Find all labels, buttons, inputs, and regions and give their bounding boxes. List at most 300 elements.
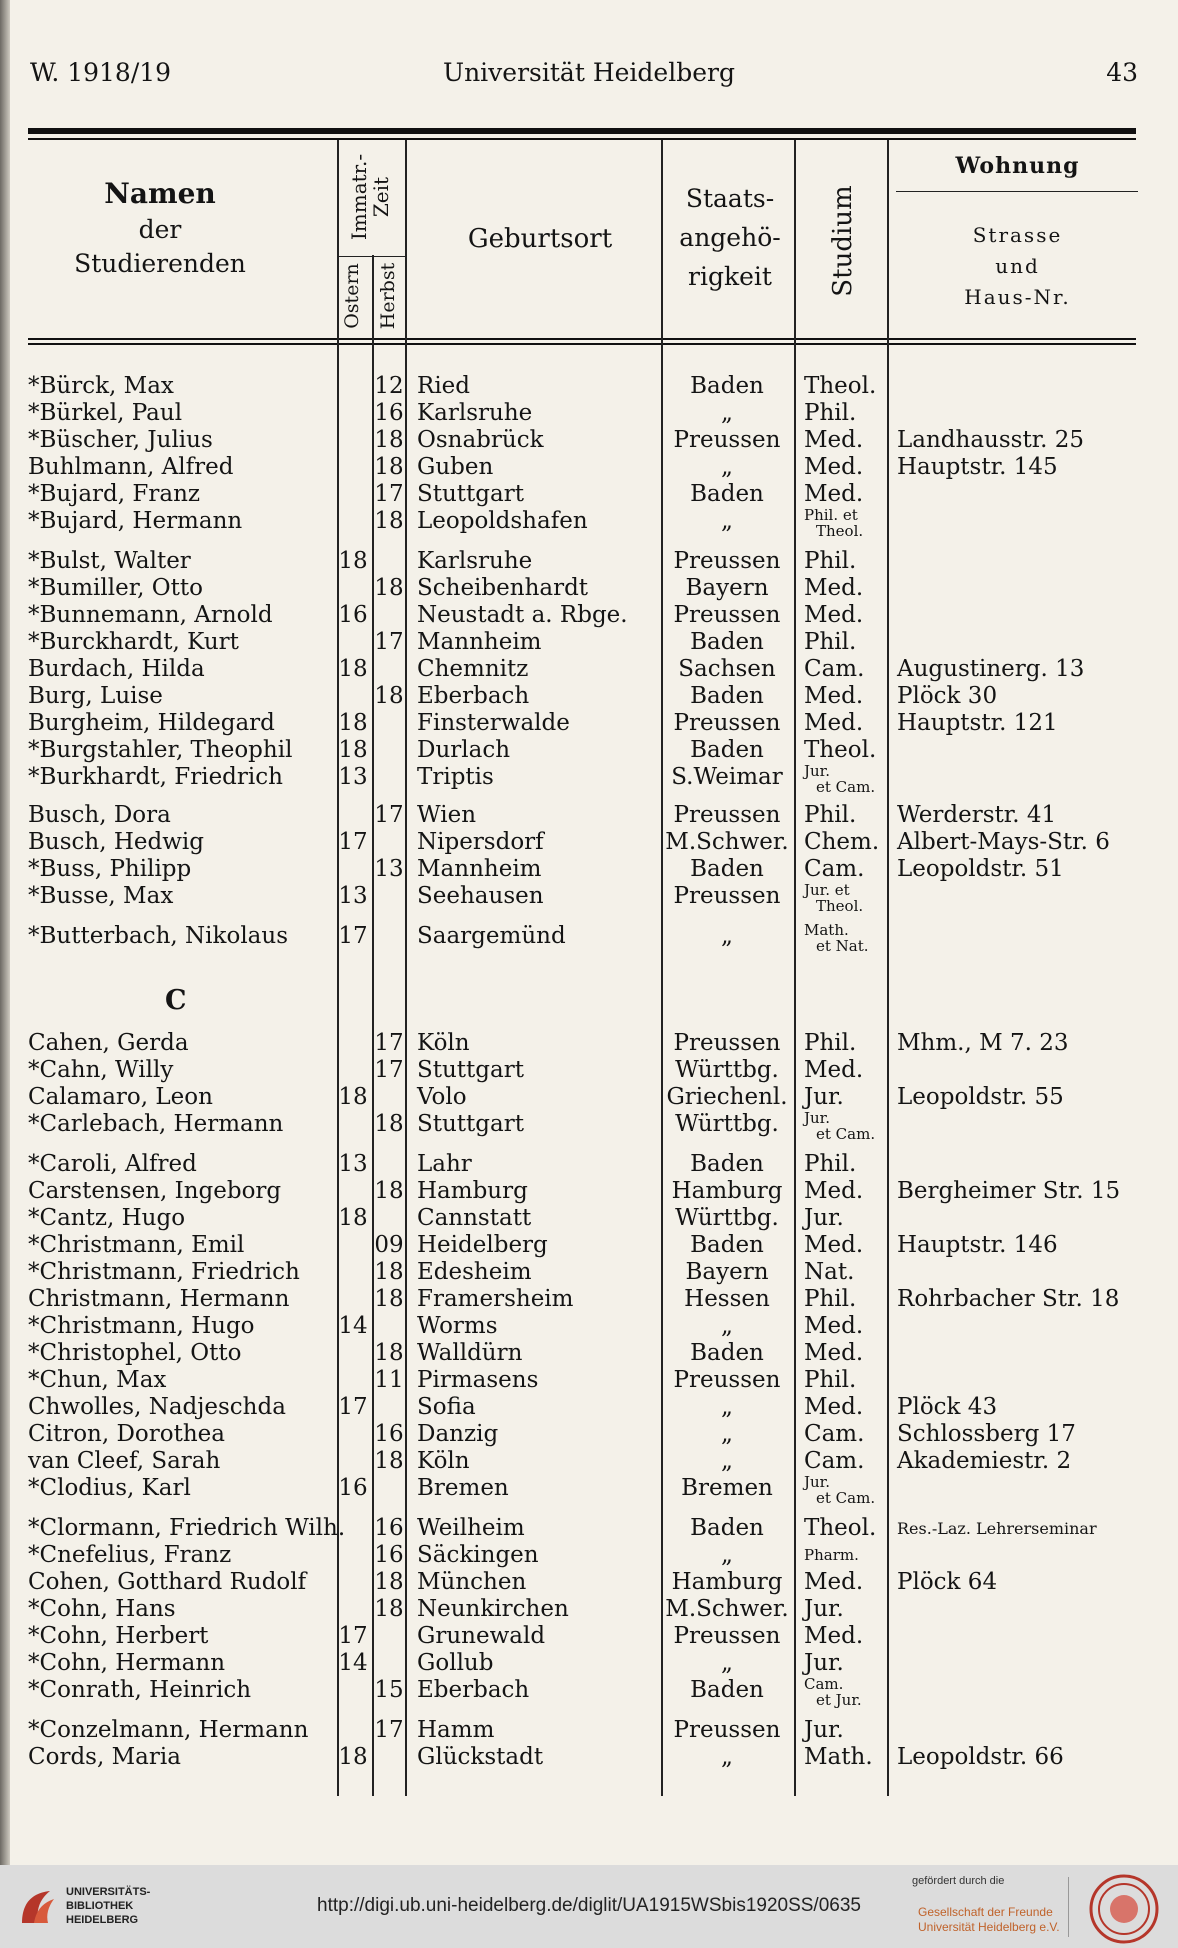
citizenship-line1: Staats- — [685, 184, 775, 213]
street-address: Albert-Mays-Str. 6 — [897, 829, 1110, 855]
student-name: Christmann, Hermann — [28, 1286, 290, 1312]
birthplace: Sofia — [417, 1394, 476, 1420]
birthplace: Walldürn — [417, 1340, 523, 1366]
student-name: *Bulst, Walter — [28, 548, 191, 574]
citizenship: „ — [721, 1421, 733, 1447]
citizenship: „ — [721, 1542, 733, 1568]
birthplace: Saargemünd — [417, 923, 566, 949]
register-row — [0, 683, 1178, 710]
birthplace: Worms — [417, 1313, 498, 1339]
street-address: Hauptstr. 146 — [897, 1232, 1058, 1258]
citizenship: Baden — [690, 1232, 764, 1258]
birthplace: Durlach — [417, 737, 511, 763]
immatr-ostern: 13 — [338, 883, 368, 909]
birthplace: Mannheim — [417, 856, 542, 882]
citizenship: Preussen — [673, 1623, 781, 1649]
top-thin-rule — [28, 138, 1136, 140]
immatr-herbst: 18 — [374, 427, 404, 453]
study-subject-continued: Theol. — [816, 897, 864, 915]
register-row — [0, 1421, 1178, 1448]
citizenship: Baden — [690, 1151, 764, 1177]
citizenship: Bayern — [685, 575, 769, 601]
birthplace: Guben — [417, 454, 494, 480]
citizenship: Preussen — [673, 802, 781, 828]
citizenship: S.Weimar — [671, 764, 783, 790]
student-name: *Butterbach, Nikolaus — [28, 923, 289, 949]
birthplace: Finsterwalde — [417, 710, 570, 736]
sponsor-label: gefördert durch die — [912, 1875, 1005, 1887]
register-row — [0, 856, 1178, 883]
student-name: *Buss, Philipp — [28, 856, 192, 882]
student-name: Burdach, Hilda — [28, 656, 205, 682]
page-number: 43 — [1106, 58, 1138, 87]
birthplace: Danzig — [417, 1421, 499, 1447]
register-row — [0, 1448, 1178, 1475]
citizenship: „ — [721, 1394, 733, 1420]
study-subject: Med. — [804, 1313, 864, 1339]
student-name: Cahen, Gerda — [28, 1030, 189, 1056]
immatr-herbst: 16 — [374, 1515, 404, 1541]
study-subject: Med. — [804, 427, 864, 453]
citizenship: „ — [721, 454, 733, 480]
library-name-line2: BIBLIOTHEK — [66, 1900, 134, 1912]
names-header-der: der — [138, 214, 182, 244]
section-letter-c: C — [165, 985, 187, 1016]
immatr-header — [348, 147, 392, 247]
student-name: *Christmann, Hugo — [28, 1313, 255, 1339]
immatr-herbst: 12 — [374, 373, 404, 399]
university-seal-icon — [1088, 1873, 1160, 1945]
study-subject: Pharm. — [804, 1546, 859, 1564]
birthplace: Hamm — [417, 1717, 495, 1743]
citizenship: Preussen — [673, 710, 781, 736]
citizenship: Hamburg — [671, 1569, 783, 1595]
study-subject: Jur. — [804, 1473, 830, 1491]
register-row — [0, 1057, 1178, 1084]
study-subject: Med. — [804, 683, 864, 709]
digitization-url-link[interactable]: http://digi.ub.uni-heidelberg.de/diglit/UA1915WSbis1920SS/0635 — [317, 1895, 861, 1916]
birthplace: München — [417, 1569, 527, 1595]
citizenship: Bremen — [681, 1475, 773, 1501]
study-subject: Jur. — [804, 1084, 844, 1110]
register-row — [0, 1473, 1178, 1507]
register-row — [0, 1259, 1178, 1286]
student-name: *Busse, Max — [28, 883, 174, 909]
birthplace: Neustadt a. Rbge. — [417, 602, 628, 628]
citizenship: „ — [721, 923, 733, 949]
citizenship: Preussen — [673, 548, 781, 574]
study-subject: Phil. — [804, 400, 857, 426]
student-name: Citron, Dorothea — [28, 1421, 225, 1447]
student-name: *Burckhardt, Kurt — [28, 629, 239, 655]
register-row — [0, 1178, 1178, 1205]
immatr-header-line2: Zeit — [369, 176, 393, 218]
study-header: Studium — [828, 185, 858, 297]
immatr-ostern: 18 — [338, 1205, 368, 1231]
street-header-line1: Strasse — [972, 223, 1063, 247]
immatr-ostern: 18 — [338, 548, 368, 574]
student-name: *Cohn, Hermann — [28, 1650, 226, 1676]
student-name: *Bujard, Hermann — [28, 508, 243, 534]
citizenship: Preussen — [673, 1367, 781, 1393]
citizenship: Baden — [690, 1340, 764, 1366]
student-name: *Christmann, Friedrich — [28, 1259, 300, 1285]
citizenship: „ — [721, 1313, 733, 1339]
student-name: *Clormann, Friedrich Wilh. — [28, 1515, 346, 1541]
immatr-header-line1: Immatr.- — [347, 153, 371, 241]
study-subject: Cam. — [804, 1448, 865, 1474]
citizenship: Württbg. — [675, 1205, 779, 1231]
sponsor-divider — [1068, 1877, 1069, 1937]
student-name: Chwolles, Nadjeschda — [28, 1394, 286, 1420]
birthplace: Volo — [417, 1084, 467, 1110]
register-row — [0, 1515, 1178, 1542]
immatr-herbst: 18 — [374, 1340, 404, 1366]
street-header-line3: Haus-Nr. — [964, 285, 1071, 309]
immatr-herbst: 18 — [374, 1286, 404, 1312]
study-subject: Med. — [804, 1623, 864, 1649]
citizenship-line2: angehö- — [679, 222, 781, 252]
student-name: Carstensen, Ingeborg — [28, 1178, 282, 1204]
study-subject: Med. — [804, 1232, 864, 1258]
birthplace: Scheibenhardt — [417, 575, 589, 601]
student-name: Buhlmann, Alfred — [28, 454, 234, 480]
street-address: Res.-Laz. Lehrerseminar — [897, 1519, 1097, 1538]
student-name: Cords, Maria — [28, 1744, 181, 1770]
birthplace: Stuttgart — [417, 1057, 524, 1083]
birthplace-header: Geburtsort — [467, 224, 613, 254]
immatr-herbst: 18 — [374, 508, 404, 534]
immatr-ostern: 18 — [338, 1084, 368, 1110]
register-row — [0, 1340, 1178, 1367]
birthplace: Bremen — [417, 1475, 509, 1501]
street-address: Bergheimer Str. 15 — [897, 1178, 1121, 1204]
birthplace: Chemnitz — [417, 656, 529, 682]
immatr-ostern: 18 — [338, 710, 368, 736]
immatr-ostern: 18 — [338, 656, 368, 682]
register-row — [0, 1151, 1178, 1178]
student-name: *Cantz, Hugo — [28, 1205, 186, 1231]
register-row — [0, 629, 1178, 656]
study-subject: Phil. — [804, 629, 857, 655]
study-subject: Jur. et — [804, 881, 850, 899]
register-row — [0, 1650, 1178, 1677]
student-name: Cohen, Gotthard Rudolf — [28, 1569, 307, 1595]
birthplace: Hamburg — [417, 1178, 528, 1204]
study-subject-continued: et Cam. — [816, 1489, 876, 1507]
citizenship: „ — [721, 1650, 733, 1676]
study-subject: Phil. — [804, 802, 857, 828]
library-name-line3: HEIDELBERG — [66, 1914, 139, 1926]
study-subject: Theol. — [804, 737, 877, 763]
study-subject: Jur. — [804, 1596, 844, 1622]
street-address: Leopoldstr. 55 — [897, 1084, 1064, 1110]
study-subject: Cam. — [804, 856, 865, 882]
student-name: *Cohn, Herbert — [28, 1623, 209, 1649]
birthplace: Triptis — [417, 764, 494, 790]
student-name: *Chun, Max — [28, 1367, 167, 1393]
study-subject: Med. — [804, 710, 864, 736]
student-name: Busch, Dora — [28, 802, 171, 828]
study-subject: Med. — [804, 575, 864, 601]
register-row — [0, 1542, 1178, 1569]
register-row — [0, 921, 1178, 955]
citizenship: Sachsen — [678, 656, 776, 682]
study-subject: Med. — [804, 481, 864, 507]
study-subject: Phil. — [804, 1367, 857, 1393]
citizenship: Baden — [690, 1515, 764, 1541]
citizenship: Hessen — [684, 1286, 770, 1312]
birthplace: Säckingen — [417, 1542, 539, 1568]
register-row — [0, 427, 1178, 454]
citizenship: Baden — [690, 683, 764, 709]
citizenship: Baden — [690, 373, 764, 399]
register-row — [0, 1030, 1178, 1057]
register-row — [0, 1569, 1178, 1596]
immatr-herbst: 18 — [374, 1569, 404, 1595]
register-row — [0, 506, 1178, 540]
study-subject-continued: et Cam. — [816, 1125, 876, 1143]
student-name: *Bunnemann, Arnold — [28, 602, 273, 628]
immatr-herbst: 17 — [374, 802, 404, 828]
street-address: Leopoldstr. 51 — [897, 856, 1064, 882]
birthplace: Stuttgart — [417, 481, 524, 507]
immatr-ostern: 14 — [338, 1650, 368, 1676]
register-row — [0, 1675, 1178, 1709]
immatr-herbst: 15 — [374, 1677, 404, 1703]
street-address: Leopoldstr. 66 — [897, 1744, 1064, 1770]
immatr-ostern: 17 — [338, 923, 368, 949]
residence-divider — [896, 191, 1138, 192]
birthplace: Glückstadt — [417, 1744, 544, 1770]
immatr-herbst: 18 — [374, 575, 404, 601]
citizenship: Württbg. — [675, 1057, 779, 1083]
street-address: Plöck 64 — [897, 1569, 998, 1595]
register-row — [0, 1717, 1178, 1744]
citizenship: Bayern — [685, 1259, 769, 1285]
citizenship-header — [665, 180, 795, 296]
immatr-herbst: 18 — [374, 1178, 404, 1204]
birthplace: Weilheim — [417, 1515, 525, 1541]
citizenship: Baden — [690, 481, 764, 507]
citizenship: Preussen — [673, 1030, 781, 1056]
study-subject: Med. — [804, 1394, 864, 1420]
immatr-ostern: 13 — [338, 1151, 368, 1177]
citizenship: Griechenl. — [666, 1084, 788, 1110]
student-name: *Burgstahler, Theophil — [28, 737, 293, 763]
study-subject: Phil. — [804, 1286, 857, 1312]
student-name: *Cahn, Willy — [28, 1057, 174, 1083]
register-row — [0, 1744, 1178, 1771]
birthplace: Neunkirchen — [417, 1596, 569, 1622]
student-name: *Bürkel, Paul — [28, 400, 183, 426]
citizenship: M.Schwer. — [665, 829, 789, 855]
student-name: van Cleef, Sarah — [28, 1448, 221, 1474]
citizenship: Hamburg — [671, 1178, 783, 1204]
study-subject: Jur. — [804, 1109, 830, 1127]
student-name: Burg, Luise — [28, 683, 163, 709]
immatr-ostern: 16 — [338, 602, 368, 628]
immatr-ostern: 16 — [338, 1475, 368, 1501]
register-row — [0, 1286, 1178, 1313]
immatr-herbst: 18 — [374, 1448, 404, 1474]
register-row — [0, 1367, 1178, 1394]
citizenship: Preussen — [673, 602, 781, 628]
register-row — [0, 881, 1178, 915]
student-name: *Clodius, Karl — [28, 1475, 191, 1501]
citizenship: „ — [721, 400, 733, 426]
register-row — [0, 802, 1178, 829]
immatr-herbst: 16 — [374, 400, 404, 426]
birthplace: Edesheim — [417, 1259, 532, 1285]
student-name: *Cnefelius, Franz — [28, 1542, 232, 1568]
study-subject-continued: Theol. — [816, 522, 864, 540]
register-row — [0, 762, 1178, 796]
student-name: Busch, Hedwig — [28, 829, 204, 855]
immatr-divider — [337, 256, 407, 257]
immatr-ostern: 17 — [338, 1623, 368, 1649]
top-thick-rule — [28, 128, 1136, 134]
register-row — [0, 1084, 1178, 1111]
birthplace: Osnabrück — [417, 427, 544, 453]
immatr-herbst: 18 — [374, 1259, 404, 1285]
birthplace: Ried — [417, 373, 471, 399]
student-name: *Burkhardt, Friedrich — [28, 764, 283, 790]
study-subject: Jur. — [804, 1650, 844, 1676]
register-row — [0, 602, 1178, 629]
study-subject: Cam. — [804, 1421, 865, 1447]
birthplace: Stuttgart — [417, 1111, 524, 1137]
digitization-footer — [0, 1865, 1178, 1948]
birthplace: Nipersdorf — [417, 829, 544, 855]
birthplace: Köln — [417, 1448, 470, 1474]
student-name: Calamaro, Leon — [28, 1084, 213, 1110]
study-subject: Phil. — [804, 1030, 857, 1056]
street-header — [900, 220, 1135, 313]
birthplace: Lahr — [417, 1151, 472, 1177]
student-name: *Bürck, Max — [28, 373, 174, 399]
birthplace: Heidelberg — [417, 1232, 548, 1258]
immatr-herbst: 17 — [374, 1030, 404, 1056]
student-name: *Christophel, Otto — [28, 1340, 242, 1366]
birthplace: Framersheim — [417, 1286, 574, 1312]
immatr-herbst: 17 — [374, 481, 404, 507]
student-name: *Caroli, Alfred — [28, 1151, 197, 1177]
immatr-ostern: 18 — [338, 737, 368, 763]
street-address: Landhausstr. 25 — [897, 427, 1085, 453]
student-name: *Conrath, Heinrich — [28, 1677, 252, 1703]
citizenship: „ — [721, 508, 733, 534]
birthplace: Cannstatt — [417, 1205, 532, 1231]
register-row — [0, 1394, 1178, 1421]
header-bottom-rule — [28, 338, 1136, 340]
immatr-ostern: 14 — [338, 1313, 368, 1339]
immatr-ostern: 17 — [338, 1394, 368, 1420]
street-address: Schlossberg 17 — [897, 1421, 1076, 1447]
university-title: Universität Heidelberg — [443, 58, 735, 87]
library-name-line1: UNIVERSITÄTS- — [66, 1886, 151, 1898]
student-name: *Bujard, Franz — [28, 481, 200, 507]
citizenship: „ — [721, 1744, 733, 1770]
study-subject: Cam. — [804, 1675, 844, 1693]
birthplace: Köln — [417, 1030, 470, 1056]
citizenship: Baden — [690, 737, 764, 763]
immatr-herbst: 17 — [374, 629, 404, 655]
citizenship-line3: rigkeit — [688, 261, 772, 291]
study-subject: Phil. et — [804, 506, 858, 524]
immatr-ostern: 17 — [338, 829, 368, 855]
ostern-header: Ostern — [341, 263, 363, 329]
citizenship: Württbg. — [675, 1111, 779, 1137]
sponsor-name-line1: Gesellschaft der Freunde — [918, 1905, 1053, 1919]
semester-label: W. 1918/19 — [30, 58, 172, 87]
study-subject: Phil. — [804, 548, 857, 574]
citizenship: Preussen — [673, 883, 781, 909]
study-subject: Jur. — [804, 1205, 844, 1231]
study-subject: Med. — [804, 602, 864, 628]
street-header-line2: und — [995, 254, 1040, 278]
street-address: Rohrbacher Str. 18 — [897, 1286, 1120, 1312]
student-name: *Büscher, Julius — [28, 427, 213, 453]
birthplace: Grunewald — [417, 1623, 546, 1649]
student-name: *Bumiller, Otto — [28, 575, 203, 601]
birthplace: Eberbach — [417, 1677, 530, 1703]
study-subject-continued: et Jur. — [816, 1691, 862, 1709]
student-name: *Cohn, Hans — [28, 1596, 176, 1622]
study-subject: Nat. — [804, 1259, 855, 1285]
register-row — [0, 1205, 1178, 1232]
birthplace: Wien — [417, 802, 477, 828]
sponsor-name — [918, 1905, 1060, 1935]
immatr-ostern: 18 — [338, 1744, 368, 1770]
study-subject: Med. — [804, 1569, 864, 1595]
register-row — [0, 1623, 1178, 1650]
birthplace: Karlsruhe — [417, 548, 533, 574]
register-row — [0, 656, 1178, 683]
immatr-herbst: 13 — [374, 856, 404, 882]
study-subject-continued: et Cam. — [816, 778, 876, 796]
study-subject-continued: et Nat. — [816, 937, 869, 955]
street-address: Plöck 43 — [897, 1394, 998, 1420]
register-row — [0, 829, 1178, 856]
study-subject: Math. — [804, 921, 849, 939]
study-subject: Med. — [804, 454, 864, 480]
birthplace: Eberbach — [417, 683, 530, 709]
names-header — [60, 175, 260, 280]
immatr-herbst: 09 — [374, 1232, 404, 1258]
study-subject: Theol. — [804, 373, 877, 399]
register-row — [0, 1313, 1178, 1340]
citizenship: M.Schwer. — [665, 1596, 789, 1622]
immatr-herbst: 18 — [374, 683, 404, 709]
immatr-herbst: 16 — [374, 1542, 404, 1568]
birthplace: Mannheim — [417, 629, 542, 655]
street-address: Werderstr. 41 — [897, 802, 1057, 828]
register-row — [0, 481, 1178, 508]
study-subject: Med. — [804, 1057, 864, 1083]
immatr-herbst: 11 — [374, 1367, 404, 1393]
birthplace: Gollub — [417, 1650, 494, 1676]
street-address: Hauptstr. 121 — [897, 710, 1058, 736]
residence-header: Wohnung — [955, 153, 1080, 179]
citizenship: Baden — [690, 629, 764, 655]
register-row — [0, 548, 1178, 575]
citizenship: Preussen — [673, 1717, 781, 1743]
street-address: Mhm., M 7. 23 — [897, 1030, 1069, 1056]
immatr-herbst: 18 — [374, 1111, 404, 1137]
register-row — [0, 737, 1178, 764]
street-address: Akademiestr. 2 — [897, 1448, 1072, 1474]
